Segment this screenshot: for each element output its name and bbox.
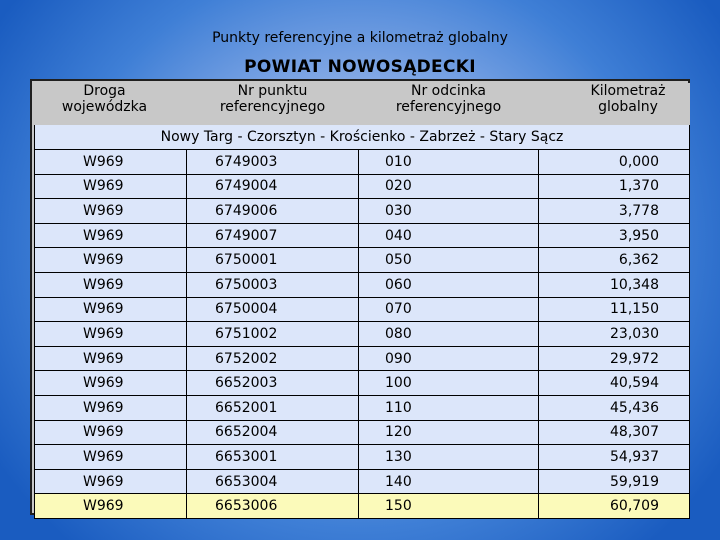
cell-global-km: 59,919	[539, 469, 690, 494]
cell-global-km: 29,972	[539, 346, 690, 371]
cell-reference-point: 6751002	[187, 322, 359, 347]
slide-subtitle: Punkty referencyjne a kilometraż globalny	[212, 30, 508, 46]
cell-reference-point: 6749006	[187, 199, 359, 224]
cell-reference-point: 6652001	[187, 395, 359, 420]
cell-reference-point: 6752002	[187, 346, 359, 371]
table-row	[35, 469, 690, 494]
cell-global-km: 10,348	[539, 272, 690, 297]
table-row	[35, 395, 690, 420]
cell-road: W969	[35, 174, 187, 199]
cell-reference-segment: 150	[359, 494, 539, 519]
cell-reference-segment: 040	[359, 223, 539, 248]
cell-global-km: 45,436	[539, 395, 690, 420]
reference-points-table	[34, 83, 690, 519]
cell-global-km: 0,000	[539, 150, 690, 175]
cell-reference-point: 6652003	[187, 371, 359, 396]
cell-reference-point: 6653001	[187, 445, 359, 470]
cell-road: W969	[35, 346, 187, 371]
cell-reference-segment: 120	[359, 420, 539, 445]
cell-road: W969	[35, 297, 187, 322]
cell-road: W969	[35, 469, 187, 494]
cell-reference-point: 6653006	[187, 494, 359, 519]
cell-reference-segment: 010	[359, 150, 539, 175]
cell-road: W969	[35, 272, 187, 297]
cell-global-km: 54,937	[539, 445, 690, 470]
table-row	[35, 420, 690, 445]
cell-road: W969	[35, 199, 187, 224]
table-row	[35, 199, 690, 224]
table-row	[35, 248, 690, 273]
cell-reference-segment: 080	[359, 322, 539, 347]
table-header-row	[35, 83, 690, 125]
cell-reference-point: 6750003	[187, 272, 359, 297]
cell-reference-segment: 060	[359, 272, 539, 297]
table-row	[35, 150, 690, 175]
table-row	[35, 346, 690, 371]
cell-reference-segment: 140	[359, 469, 539, 494]
cell-global-km: 11,150	[539, 297, 690, 322]
cell-reference-point: 6749007	[187, 223, 359, 248]
cell-reference-point: 6749004	[187, 174, 359, 199]
table-row	[35, 494, 690, 519]
cell-global-km: 23,030	[539, 322, 690, 347]
cell-road: W969	[35, 371, 187, 396]
slide-title: POWIAT NOWOSĄDECKI	[244, 57, 476, 77]
cell-reference-point: 6653004	[187, 469, 359, 494]
table-row	[35, 174, 690, 199]
cell-road: W969	[35, 420, 187, 445]
cell-reference-segment: 020	[359, 174, 539, 199]
cell-reference-point: 6750001	[187, 248, 359, 273]
cell-global-km: 60,709	[539, 494, 690, 519]
table-row	[35, 445, 690, 470]
cell-global-km: 6,362	[539, 248, 690, 273]
table-row	[35, 223, 690, 248]
table-row	[35, 297, 690, 322]
cell-global-km: 3,950	[539, 223, 690, 248]
section-row	[35, 125, 690, 150]
section-label: Nowy Targ - Czorsztyn - Krościenko - Zabrzeż - Stary Sącz	[35, 125, 690, 150]
cell-reference-segment: 030	[359, 199, 539, 224]
cell-road: W969	[35, 248, 187, 273]
header-reference-segment: Nr odcinka referencyjnego	[359, 83, 539, 125]
cell-road: W969	[35, 150, 187, 175]
cell-reference-segment: 110	[359, 395, 539, 420]
table-row	[35, 371, 690, 396]
cell-reference-segment: 050	[359, 248, 539, 273]
cell-reference-point: 6749003	[187, 150, 359, 175]
table-row	[35, 272, 690, 297]
cell-reference-point: 6652004	[187, 420, 359, 445]
cell-road: W969	[35, 322, 187, 347]
cell-road: W969	[35, 445, 187, 470]
cell-global-km: 1,370	[539, 174, 690, 199]
cell-reference-segment: 090	[359, 346, 539, 371]
cell-road: W969	[35, 395, 187, 420]
cell-global-km: 48,307	[539, 420, 690, 445]
cell-global-km: 40,594	[539, 371, 690, 396]
reference-points-table-frame	[30, 79, 690, 515]
cell-road: W969	[35, 494, 187, 519]
table-row	[35, 322, 690, 347]
cell-reference-segment: 130	[359, 445, 539, 470]
cell-reference-point: 6750004	[187, 297, 359, 322]
header-global-km: Kilometraż globalny	[539, 83, 690, 125]
cell-reference-segment: 070	[359, 297, 539, 322]
cell-reference-segment: 100	[359, 371, 539, 396]
cell-global-km: 3,778	[539, 199, 690, 224]
cell-road: W969	[35, 223, 187, 248]
header-reference-point: Nr punktu referencyjnego	[187, 83, 359, 125]
header-road: Droga wojewódzka	[35, 83, 187, 125]
